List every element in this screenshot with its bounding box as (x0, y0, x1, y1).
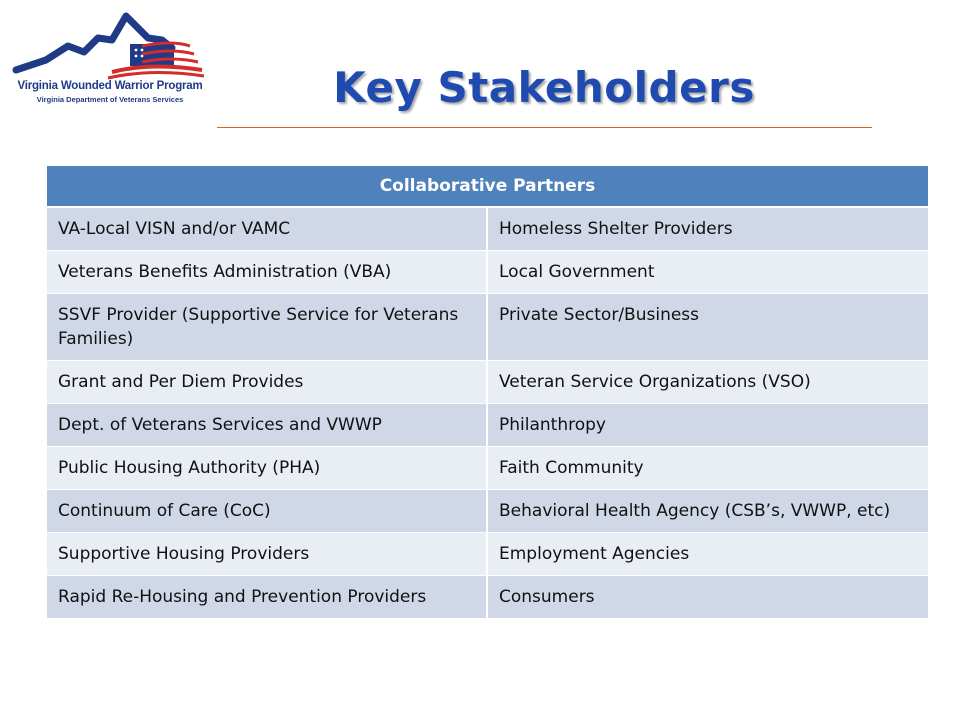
virginia-map-flag-icon (12, 10, 208, 82)
logo-organization-subtitle: Virginia Department of Veterans Services (36, 95, 184, 104)
table-cell: Veteran Service Organizations (VSO) (487, 361, 928, 404)
table-cell: Public Housing Authority (PHA) (47, 447, 487, 490)
table-row (47, 294, 928, 361)
table-row (47, 404, 928, 447)
table-row (47, 533, 928, 576)
table-cell: Consumers (487, 576, 928, 619)
table-cell: Dept. of Veterans Services and VWWP (47, 404, 487, 447)
table-row (47, 447, 928, 490)
table-row (47, 490, 928, 533)
table-row (47, 207, 928, 251)
table-cell: Philanthropy (487, 404, 928, 447)
table-cell: Private Sector/Business (487, 294, 928, 361)
table-cell: Rapid Re-Housing and Prevention Providers (47, 576, 487, 619)
table-cell: Grant and Per Diem Provides (47, 361, 487, 404)
table-cell: Behavioral Health Agency (CSB’s, VWWP, etc) (487, 490, 928, 533)
vwwp-logo (12, 10, 208, 106)
table-cell: Employment Agencies (487, 533, 928, 576)
table-row (47, 361, 928, 404)
table-cell: Continuum of Care (CoC) (47, 490, 487, 533)
table-header-row (47, 166, 928, 207)
page-title: Key Stakeholders (333, 63, 755, 112)
table-cell: Supportive Housing Providers (47, 533, 487, 576)
logo-organization-name: Virginia Wounded Warrior Program (17, 80, 203, 92)
table-cell: Veterans Benefits Administration (VBA) (47, 251, 487, 294)
table-row (47, 251, 928, 294)
table-header: Collaborative Partners (47, 166, 928, 207)
table-cell: Local Government (487, 251, 928, 294)
table-cell: SSVF Provider (Supportive Service for Veterans Families) (47, 294, 487, 361)
table-cell: Homeless Shelter Providers (487, 207, 928, 251)
stakeholders-table (47, 166, 928, 619)
title-divider (217, 127, 872, 128)
table-row (47, 576, 928, 619)
table-cell: Faith Community (487, 447, 928, 490)
table-cell: VA-Local VISN and/or VAMC (47, 207, 487, 251)
